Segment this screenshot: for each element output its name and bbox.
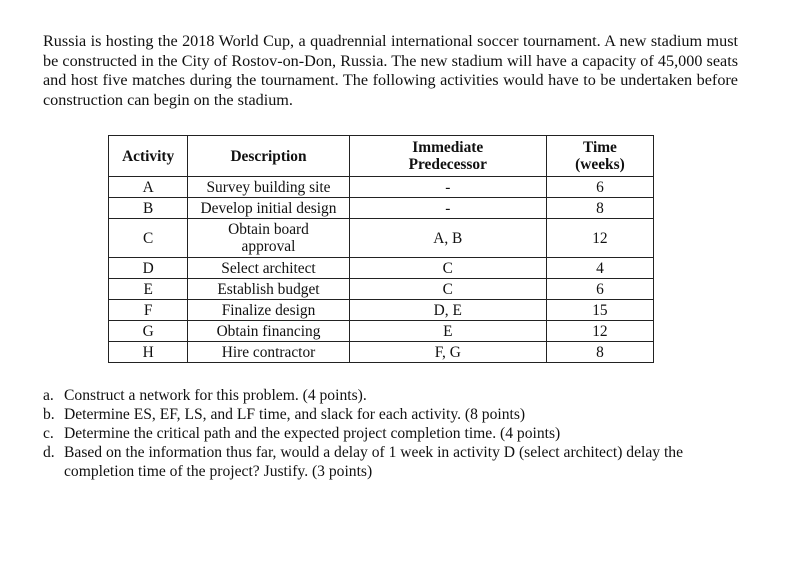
cell-description: Survey building site [188,177,349,198]
cell-description-text: Obtain board approval [228,221,309,255]
cell-description: Develop initial design [188,198,349,219]
question-text: Based on the information thus far, would a delay of 1 week in activity D (select architect) delay the completion time of the project? Justify. (3 points) [64,444,684,480]
cell-time: 6 [546,177,653,198]
cell-time: 6 [546,279,653,300]
cell-predecessor: F, G [349,342,546,363]
cell-description: Establish budget [188,279,349,300]
table-row [109,258,654,279]
table-row [109,300,654,321]
question-text: Construct a network for this problem. (4 points). [64,387,367,404]
question-item [43,424,743,443]
cell-predecessor: D, E [349,300,546,321]
cell-time: 8 [546,342,653,363]
cell-predecessor: A, B [349,219,546,258]
question-text: Determine ES, EF, LS, and LF time, and slack for each activity. (8 points) [64,406,526,423]
header-time [546,136,653,177]
cell-time: 8 [546,198,653,219]
cell-activity: H [109,342,188,363]
table-header-row [109,136,654,177]
table-row [109,198,654,219]
question-item [43,443,743,481]
cell-time: 15 [546,300,653,321]
header-description: Description [188,136,349,177]
cell-time: 4 [546,258,653,279]
cell-activity: B [109,198,188,219]
cell-time: 12 [546,219,653,258]
cell-activity: E [109,279,188,300]
table-row [109,219,654,258]
cell-time: 12 [546,321,653,342]
question-list [43,386,743,481]
question-letter: a. [43,387,54,404]
question-text: Determine the critical path and the expected project completion time. (4 points) [64,425,561,442]
table-row [109,177,654,198]
question-letter: b. [43,406,55,423]
table-row [109,342,654,363]
activity-table [108,135,654,363]
question-letter: c. [43,425,54,442]
question-item [43,386,743,405]
header-time-label: Time (weeks) [575,139,625,173]
cell-description: Hire contractor [188,342,349,363]
question-item [43,405,743,424]
intro-paragraph: Russia is hosting the 2018 World Cup, a quadrennial international soccer tournament. A new stadium must be constructed in the City of Rostov-on-Don, Russia. The new stadium will have a capacity of 45,000 seats and host five matches during the tournament. The following activities would have to be undertaken before construction can begin on the stadium. [43,32,738,109]
cell-description [188,219,349,258]
cell-activity: F [109,300,188,321]
cell-predecessor: - [349,177,546,198]
cell-predecessor: E [349,321,546,342]
cell-activity: C [109,219,188,258]
cell-predecessor: - [349,198,546,219]
cell-description: Finalize design [188,300,349,321]
cell-activity: G [109,321,188,342]
header-activity [109,136,188,177]
question-letter: d. [43,444,55,461]
table-row [109,321,654,342]
cell-activity: A [109,177,188,198]
cell-description: Obtain financing [188,321,349,342]
header-predecessor [349,136,546,177]
header-activity-label: Activity [122,147,175,165]
header-predecessor-label: Immediate Predecessor [408,139,487,173]
cell-description: Select architect [188,258,349,279]
cell-activity: D [109,258,188,279]
table-row [109,279,654,300]
cell-predecessor: C [349,258,546,279]
cell-predecessor: C [349,279,546,300]
